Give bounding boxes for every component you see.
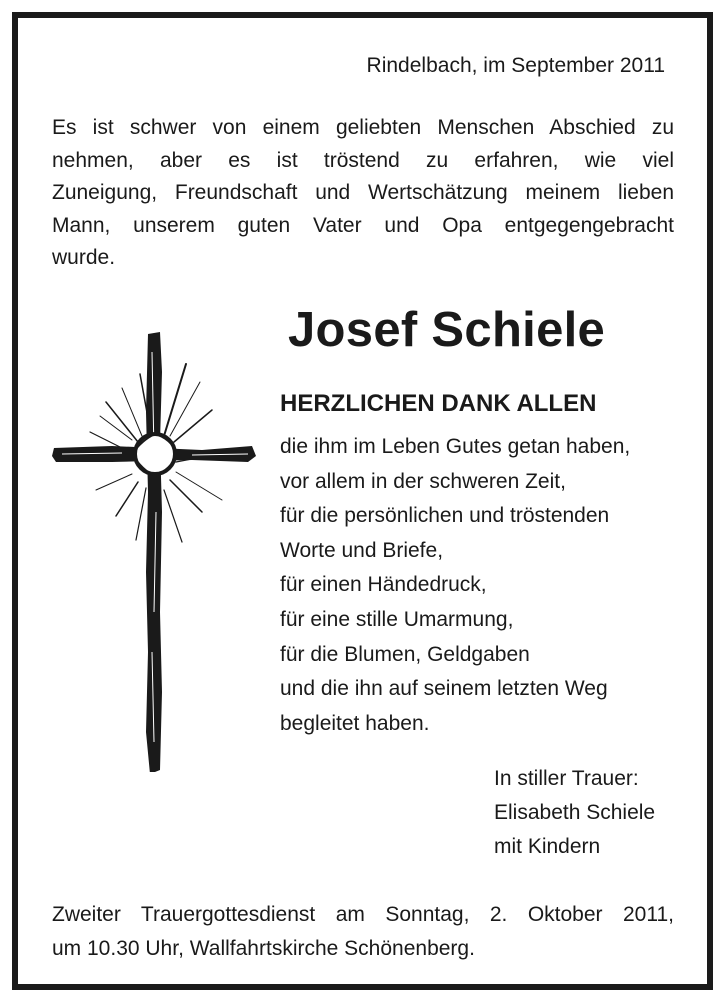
- thanks-line: vor allem in der schweren Zeit,: [280, 469, 566, 493]
- service-line: Zweiter Trauergottesdienst am Sonntag, 2. Oktober 2011,: [52, 903, 674, 926]
- intro-line: Es ist schwer von einem geliebten Menschen Abschied zu: [52, 116, 674, 139]
- obituary-frame: [12, 12, 713, 990]
- thanks-line: begleitet haben.: [280, 711, 430, 735]
- cross-with-rays-icon: [52, 312, 256, 777]
- thanks-line: Worte und Briefe,: [280, 538, 444, 562]
- intro-line: wurde.: [52, 246, 116, 270]
- thanks-line: und die ihn auf seinem letzten Weg: [280, 677, 608, 701]
- intro-paragraph: [52, 112, 674, 275]
- mourners-line: Elisabeth Schiele: [494, 801, 656, 824]
- place-date: Rindelbach, im September 2011: [366, 54, 665, 77]
- thanks-line: für eine stille Umarmung,: [280, 607, 514, 631]
- thanks-line: für die Blumen, Geldgaben: [280, 642, 530, 666]
- thanks-list: [280, 430, 630, 741]
- thanks-line: für einen Händedruck,: [280, 573, 487, 597]
- service-notice: [52, 898, 674, 966]
- intro-line: Zuneigung, Freundschaft und Wertschätzung meinem lieben: [52, 181, 674, 205]
- thanks-line: die ihm im Leben Gutes getan haben,: [280, 435, 631, 458]
- intro-line: Mann, unserem guten Vater und Opa entgegengebracht: [52, 213, 674, 237]
- thanks-line: für die persönlichen und tröstenden: [280, 504, 610, 528]
- mourners-line: mit Kindern: [494, 835, 601, 858]
- deceased-name: Josef Schiele: [288, 303, 606, 357]
- intro-line: nehmen, aber es ist tröstend zu erfahren, wie viel: [52, 148, 674, 172]
- mourners-line: In stiller Trauer:: [494, 767, 639, 790]
- mourners-signature: [494, 762, 655, 864]
- service-line: um 10.30 Uhr, Wallfahrtskirche Schönenberg.: [52, 937, 475, 960]
- thanks-heading: HERZLICHEN DANK ALLEN: [280, 390, 597, 417]
